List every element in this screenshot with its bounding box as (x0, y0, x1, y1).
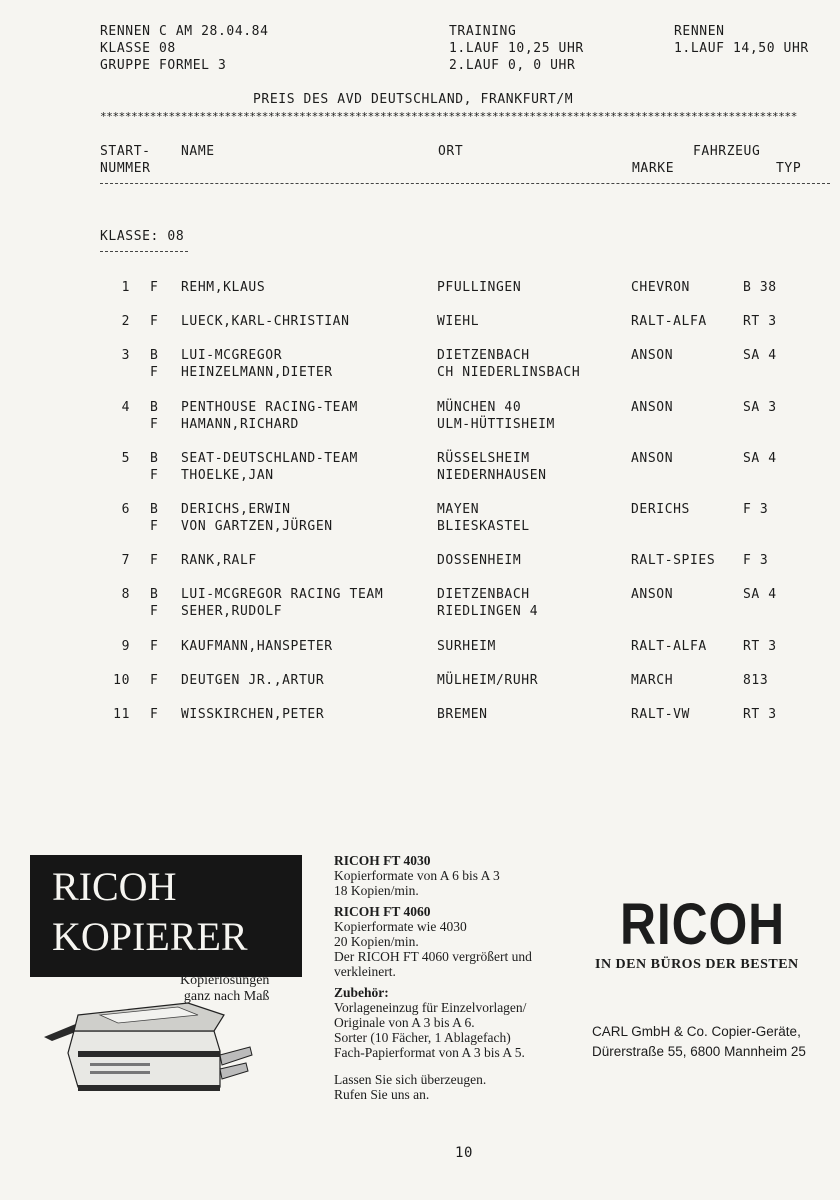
entry-ort: RÜSSELSHEIM (437, 451, 530, 466)
entry-typ: RT 3 (743, 314, 777, 329)
entry-typ: B 38 (743, 280, 777, 295)
entry-number: 4 (121, 400, 130, 415)
ft4030-line1: Kopierformate von A 6 bis A 3 (334, 868, 500, 883)
rennen-lauf1: 1.LAUF 14,50 UHR (674, 41, 809, 56)
entry-name: PENTHOUSE RACING-TEAM (181, 400, 358, 415)
header-klasse: KLASSE 08 (100, 41, 176, 56)
col-name: NAME (181, 144, 215, 159)
ft4060-line2: 20 Kopien/min. (334, 934, 419, 949)
ft4060-line1: Kopierformate wie 4030 (334, 919, 467, 934)
entry-name: LUI-MCGREGOR RACING TEAM (181, 587, 384, 602)
ad-banner (30, 855, 302, 977)
entry-number: 7 (121, 553, 130, 568)
entry-type: B (150, 348, 159, 363)
star-separator: **************************************************************************************************************** (100, 110, 797, 123)
zubehoer-line4: Fach-Papierformat von A 3 bis A 5. (334, 1045, 525, 1060)
entry-type: F (150, 519, 159, 534)
rennen-title: RENNEN (674, 24, 725, 39)
zubehoer-line3: Sorter (10 Fächer, 1 Ablagefach) (334, 1030, 511, 1045)
zubehoer-title: Zubehör: (334, 985, 389, 1000)
zubehoer-line2: Originale von A 3 bis A 6. (334, 1015, 475, 1030)
col-ort: ORT (438, 144, 464, 159)
header-rennen: RENNEN C AM 28.04.84 (100, 24, 269, 39)
entry-name: REHM,KLAUS (181, 280, 266, 295)
entry-marke: CHEVRON (631, 280, 690, 295)
entry-ort: WIEHL (437, 314, 480, 329)
company-line2: Dürerstraße 55, 6800 Mannheim 25 (592, 1044, 806, 1059)
ricoh-logo: RICOH (620, 892, 786, 957)
copier-illustration (38, 995, 253, 1095)
ad-product-text (334, 853, 594, 1102)
company-line1: CARL GmbH & Co. Copier-Geräte, (592, 1024, 801, 1039)
col-start: START- (100, 144, 151, 159)
entry-marke: RALT-ALFA (631, 639, 707, 654)
entry-type: F (150, 314, 159, 329)
entry-type: F (150, 365, 159, 380)
entry-type: B (150, 400, 159, 415)
entry-name: DERICHS,ERWIN (181, 502, 291, 517)
entry-typ: F 3 (743, 553, 769, 568)
entry-typ: RT 3 (743, 639, 777, 654)
entry-name: LUECK,KARL-CHRISTIAN (181, 314, 350, 329)
entry-marke: RALT-SPIES (631, 553, 716, 568)
entry-name: VON GARTZEN,JÜRGEN (181, 519, 333, 534)
entry-ort: MÜNCHEN 40 (437, 400, 522, 415)
entry-marke: ANSON (631, 587, 674, 602)
entry-name: RANK,RALF (181, 553, 257, 568)
ad-banner-kopierer: KOPIERER (52, 914, 248, 959)
entry-typ: SA 3 (743, 400, 777, 415)
entry-ort: ULM-HÜTTISHEIM (437, 417, 555, 432)
entry-ort: MÜLHEIM/RUHR (437, 673, 539, 688)
entry-typ: SA 4 (743, 451, 777, 466)
entry-name: THOELKE,JAN (181, 468, 274, 483)
ft4060-line4: verkleinert. (334, 964, 396, 979)
entry-number: 2 (121, 314, 130, 329)
closing-line2: Rufen Sie uns an. (334, 1087, 430, 1102)
entry-marke: ANSON (631, 348, 674, 363)
entry-ort: SURHEIM (437, 639, 496, 654)
entry-type: F (150, 417, 159, 432)
entry-name: KAUFMANN,HANSPETER (181, 639, 333, 654)
entry-ort: DOSSENHEIM (437, 553, 522, 568)
col-marke: MARKE (632, 161, 675, 176)
entry-type: B (150, 451, 159, 466)
entry-number: 10 (113, 673, 130, 688)
entry-row (0, 502, 840, 542)
entry-name: LUI-MCGREGOR (181, 348, 283, 363)
col-nummer: NUMMER (100, 161, 151, 176)
col-fahrzeug: FAHRZEUG (693, 144, 761, 159)
entry-marke: DERICHS (631, 502, 690, 517)
entry-type: F (150, 707, 159, 722)
entry-marke: MARCH (631, 673, 674, 688)
ft4030-line2: 18 Kopien/min. (334, 883, 419, 898)
entry-type: F (150, 468, 159, 483)
entry-ort: NIEDERNHAUSEN (437, 468, 547, 483)
ad-sub-line2: ganz nach Maß (183, 989, 270, 1004)
entry-number: 6 (121, 502, 130, 517)
entry-ort: PFULLINGEN (437, 280, 522, 295)
training-lauf1: 1.LAUF 10,25 UHR (449, 41, 584, 56)
entry-ort: MAYEN (437, 502, 480, 517)
ft4030-title: RICOH FT 4030 (334, 853, 431, 868)
entry-row (0, 451, 840, 491)
closing-line1: Lassen Sie sich überzeugen. (334, 1072, 487, 1087)
entry-number: 8 (121, 587, 130, 602)
entry-row (0, 707, 840, 747)
header-divider (100, 183, 830, 184)
event-title: PREIS DES AVD DEUTSCHLAND, FRANKFURT/M (253, 92, 574, 107)
entry-number: 1 (121, 280, 130, 295)
entry-ort: RIEDLINGEN 4 (437, 604, 539, 619)
entry-name: WISSKIRCHEN,PETER (181, 707, 325, 722)
entry-typ: F 3 (743, 502, 769, 517)
klasse-underline (100, 251, 188, 252)
entry-ort: DIETZENBACH (437, 587, 530, 602)
entry-marke: ANSON (631, 400, 674, 415)
entry-typ: SA 4 (743, 348, 777, 363)
entry-number: 9 (121, 639, 130, 654)
entry-row (0, 400, 840, 440)
entry-type: B (150, 502, 159, 517)
entry-typ: RT 3 (743, 707, 777, 722)
page-number: 10 (455, 1145, 474, 1161)
training-lauf2: 2.LAUF 0, 0 UHR (449, 58, 576, 73)
entry-number: 11 (113, 707, 130, 722)
zubehoer-line1: Vorlageneinzug für Einzelvorlagen/ (334, 1000, 527, 1015)
entry-ort: BLIESKASTEL (437, 519, 530, 534)
ad-banner-ricoh: RICOH (52, 864, 177, 909)
entry-ort: BREMEN (437, 707, 488, 722)
klasse-label: KLASSE: 08 (100, 229, 185, 244)
ricoh-tagline: IN DEN BÜROS DER BESTEN (595, 957, 799, 972)
entry-type: F (150, 639, 159, 654)
entry-typ: 813 (743, 673, 769, 688)
entry-marke: RALT-ALFA (631, 314, 707, 329)
ft4060-title: RICOH FT 4060 (334, 904, 431, 919)
entry-number: 5 (121, 451, 130, 466)
entry-name: DEUTGEN JR.,ARTUR (181, 673, 325, 688)
entry-ort: DIETZENBACH (437, 348, 530, 363)
ft4060-line3: Der RICOH FT 4060 vergrößert und (334, 949, 532, 964)
entry-name: HEINZELMANN,DIETER (181, 365, 333, 380)
entry-name: SEHER,RUDOLF (181, 604, 283, 619)
entry-row (0, 587, 840, 627)
col-typ: TYP (776, 161, 802, 176)
entry-number: 3 (121, 348, 130, 363)
entry-type: B (150, 587, 159, 602)
ad-sub-line1: Kopierlösungen (180, 973, 270, 988)
entry-typ: SA 4 (743, 587, 777, 602)
entry-name: SEAT-DEUTSCHLAND-TEAM (181, 451, 358, 466)
entry-marke: ANSON (631, 451, 674, 466)
entry-type: F (150, 553, 159, 568)
entry-type: F (150, 673, 159, 688)
header-gruppe: GRUPPE FORMEL 3 (100, 58, 227, 73)
entry-type: F (150, 280, 159, 295)
entry-type: F (150, 604, 159, 619)
training-title: TRAINING (449, 24, 517, 39)
entry-ort: CH NIEDERLINSBACH (437, 365, 581, 380)
entry-marke: RALT-VW (631, 707, 690, 722)
entry-name: HAMANN,RICHARD (181, 417, 299, 432)
entry-row (0, 348, 840, 388)
